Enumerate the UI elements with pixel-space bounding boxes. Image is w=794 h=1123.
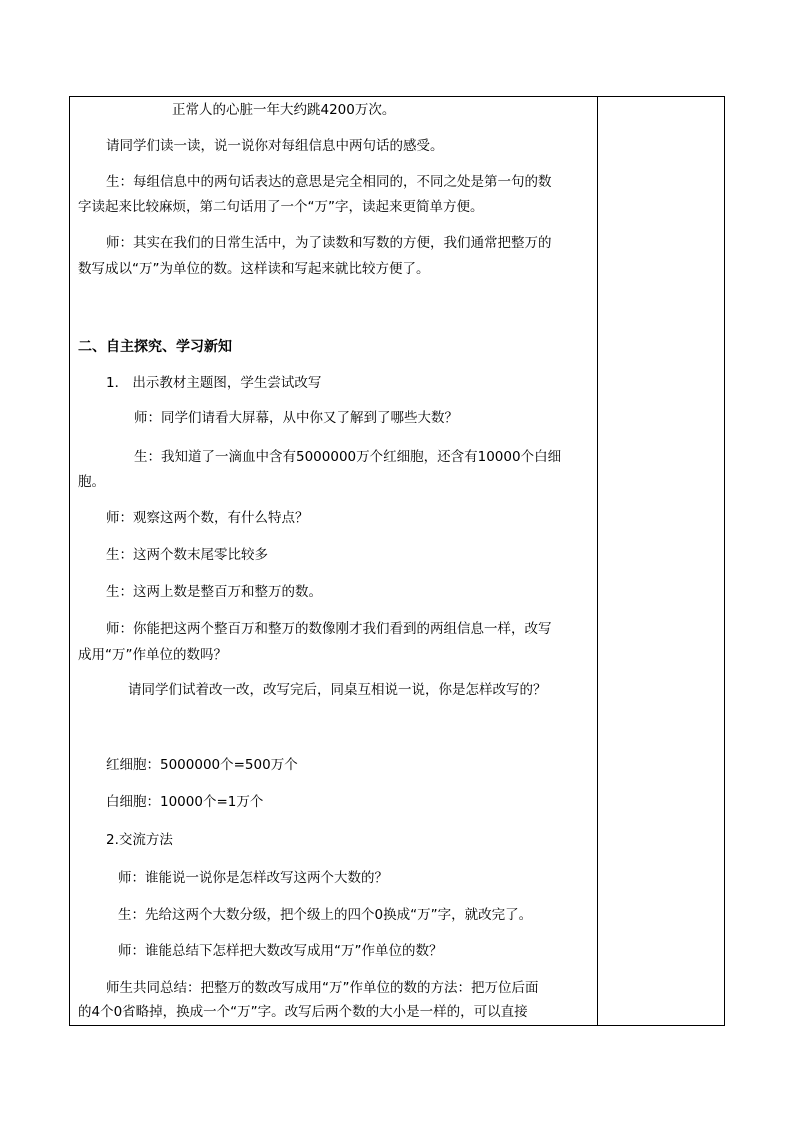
- section-heading: 二、自主探究、学习新知: [78, 339, 232, 355]
- text-line: 师：谁能总结下怎样把大数改写成用“万”作单位的数？: [118, 943, 443, 959]
- text-line: 生：每组信息中的两句话表达的意思是完全相同的，不同之处是第一句的数: [106, 174, 552, 190]
- text-line: 正常人的心脏一年大约跳4200万次。: [172, 102, 396, 118]
- text-line: 生：这两上数是整百万和整万的数。: [106, 584, 322, 600]
- text-line: 白细胞：10000个=1万个: [106, 794, 264, 810]
- text-line: 师：你能把这两个整百万和整万的数像刚才我们看到的两组信息一样，改写: [106, 621, 552, 637]
- text-line: 请同学们试着改一改，改写完后，同桌互相说一说，你是怎样改写的？: [128, 682, 547, 698]
- text-line: 师：谁能说一说你是怎样改写这两个大数的？: [118, 870, 388, 886]
- text-line: 请同学们读一读，说一说你对每组信息中两句话的感受。: [106, 138, 444, 154]
- lesson-content-cell: [70, 97, 597, 1025]
- text-line: 数写成以“万”为单位的数。这样读和写起来就比较方便了。: [78, 261, 430, 277]
- text-line: 字读起来比较麻烦，第二句话用了一个“万”字，读起来更简单方便。: [78, 199, 484, 215]
- text-line: 师生共同总结：把整万的数改写成用“万”作单位的数的方法：把万位后面: [106, 980, 539, 996]
- text-line: 2.交流方法: [106, 832, 173, 848]
- text-line: 胞。: [78, 474, 105, 490]
- text-line: 生：先给这两个大数分级，把个级上的四个0换成“万”字，就改完了。: [118, 907, 533, 923]
- text-line: 师：观察这两个数，有什么特点？: [106, 510, 309, 526]
- text-line: 的4个0省略掉，换成一个“万”字。改写后两个数的大小是一样的，可以直接: [78, 1004, 528, 1020]
- lesson-table: [69, 96, 725, 1026]
- text-line: 生：这两个数末尾零比较多: [106, 547, 268, 563]
- text-line: 师：同学们请看大屏幕，从中你又了解到了哪些大数？: [134, 410, 458, 426]
- text-line: 红细胞：5000000个=500万个: [106, 757, 298, 773]
- text-line: 师：其实在我们的日常生活中，为了读数和写数的方便，我们通常把整万的: [106, 235, 552, 251]
- text-line: 成用“万”作单位的数吗？: [78, 647, 227, 663]
- text-line: 1． 出示教材主题图，学生尝试改写: [106, 375, 322, 391]
- notes-cell: [598, 97, 724, 1025]
- text-line: 生：我知道了一滴血中含有5000000万个红细胞，还含有10000个白细: [134, 449, 562, 465]
